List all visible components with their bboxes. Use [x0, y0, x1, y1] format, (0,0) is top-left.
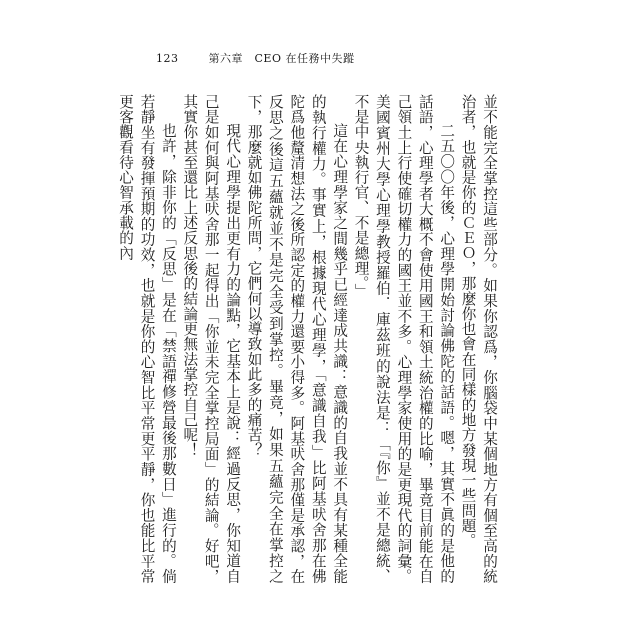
paragraph: 二五〇〇年後，心理學開始討論佛陀的話語。嗯，其實不眞的是他的話語，心理學者大概不會使用國王和領土統治權的比喻，畢竟目前能在自己領土上行使確切權力的國王並不多。心理學家使用的是更現代的詞彙。美國賓州大學心理學教授羅伯．庫茲班的說法是：「『你』並不是總統、不是中央執行官、不是總理。」 — [352, 94, 456, 584]
body-text — [115, 94, 500, 584]
chapter-title: 第六章 CEO 在任務中失蹤 — [208, 52, 355, 65]
paragraph: 這在心理學家之間幾乎已經達成共識：意識的自我並不具有某種全能的執行權力。事實上，根據現代心理學，「意識自我」比阿基吠舍那在佛陀爲他釐清想法之後所認定的權力還要小得多。阿基吠舍那僅是承認，在反思之後這五蘊就並不是完全受到掌控。畢竟，如果五蘊完全在掌控之下，那麼就如佛陀所問，它們何以導致如此多的痛苦？ — [245, 94, 349, 584]
paragraph: 現代心理學提出更有力的論點，它基本上是說：經過反思，你知道自己是如何與阿基吠舍那一起得出「你並未完全掌控局面」的結論。好吧，其實你甚至還比上述反思後的結論更無法掌控自己呢！ — [181, 94, 242, 584]
page-number: 123 — [156, 52, 179, 65]
paragraph: 也許，除非你的「反思」是在「禁語禪修營最後那數日」進行的。倘若靜坐有發揮預期的功效，也就是你的心智比平常更平靜，你也能比平常更客觀看待心智承載的內 — [117, 94, 177, 584]
paragraph: 並不能完全掌控這些部分。如果你認爲，你腦袋中某個地方有個至高的統治者，也就是你的ＣＥＯ，那麼你也會在同樣的地方發現一些問題。 — [459, 94, 498, 584]
running-header — [156, 50, 354, 66]
